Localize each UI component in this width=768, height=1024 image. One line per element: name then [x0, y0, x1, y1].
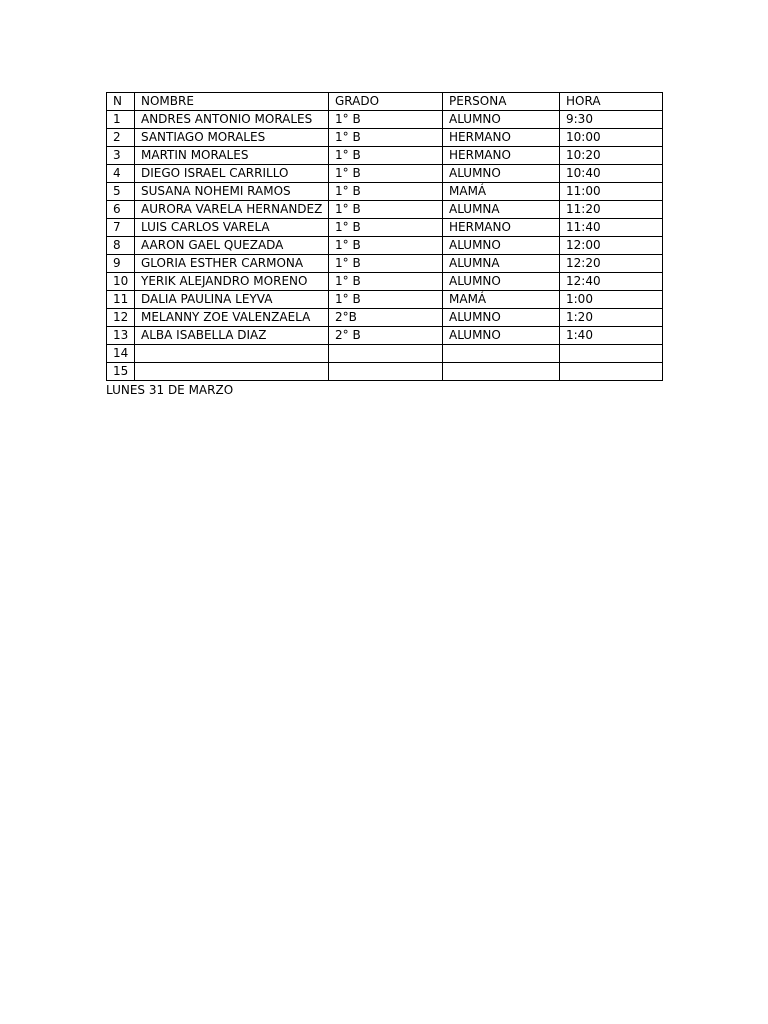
cell-persona: ALUMNO	[443, 273, 560, 291]
cell-grado: 1° B	[329, 147, 443, 165]
header-row	[107, 93, 663, 111]
cell-n: 13	[107, 327, 135, 345]
cell-persona: ALUMNO	[443, 309, 560, 327]
header-cell-nombre: NOMBRE	[135, 93, 329, 111]
cell-hora: 10:40	[560, 165, 663, 183]
cell-grado: 1° B	[329, 237, 443, 255]
cell-n: 8	[107, 237, 135, 255]
date-note: LUNES 31 DE MARZO	[106, 383, 234, 397]
cell-persona: ALUMNA	[443, 255, 560, 273]
cell-persona: ALUMNA	[443, 201, 560, 219]
cell-n: 10	[107, 273, 135, 291]
cell-nombre	[135, 345, 329, 363]
table-row	[107, 111, 663, 129]
cell-hora	[560, 363, 663, 381]
cell-hora: 11:00	[560, 183, 663, 201]
cell-persona: MAMÁ	[443, 291, 560, 309]
cell-n: 9	[107, 255, 135, 273]
table-row	[107, 363, 663, 381]
cell-grado: 1° B	[329, 111, 443, 129]
cell-nombre: MELANNY ZOE VALENZAELA	[135, 309, 329, 327]
schedule-table-body	[107, 93, 663, 381]
cell-n: 11	[107, 291, 135, 309]
cell-n: 3	[107, 147, 135, 165]
cell-persona: HERMANO	[443, 219, 560, 237]
table-row	[107, 147, 663, 165]
cell-n: 7	[107, 219, 135, 237]
table-row	[107, 183, 663, 201]
cell-hora: 1:40	[560, 327, 663, 345]
table-row	[107, 255, 663, 273]
cell-hora: 12:00	[560, 237, 663, 255]
cell-persona: ALUMNO	[443, 327, 560, 345]
cell-persona	[443, 363, 560, 381]
cell-nombre: DALIA PAULINA LEYVA	[135, 291, 329, 309]
cell-n: 4	[107, 165, 135, 183]
cell-nombre	[135, 363, 329, 381]
cell-n: 12	[107, 309, 135, 327]
table-row	[107, 309, 663, 327]
schedule-table	[106, 92, 663, 381]
cell-grado: 1° B	[329, 165, 443, 183]
cell-n: 6	[107, 201, 135, 219]
cell-nombre: AURORA VARELA HERNANDEZ	[135, 201, 329, 219]
table-row	[107, 129, 663, 147]
cell-grado	[329, 363, 443, 381]
cell-grado: 2°B	[329, 309, 443, 327]
cell-grado: 2° B	[329, 327, 443, 345]
cell-nombre: YERIK ALEJANDRO MORENO	[135, 273, 329, 291]
table-row	[107, 345, 663, 363]
table-row	[107, 201, 663, 219]
cell-grado	[329, 345, 443, 363]
cell-persona: ALUMNO	[443, 165, 560, 183]
cell-grado: 1° B	[329, 273, 443, 291]
table-row	[107, 237, 663, 255]
cell-nombre: GLORIA ESTHER CARMONA	[135, 255, 329, 273]
header-cell-grado: GRADO	[329, 93, 443, 111]
cell-grado: 1° B	[329, 201, 443, 219]
cell-persona: ALUMNO	[443, 237, 560, 255]
cell-n: 2	[107, 129, 135, 147]
cell-nombre: SANTIAGO MORALES	[135, 129, 329, 147]
cell-persona: HERMANO	[443, 129, 560, 147]
cell-nombre: ALBA ISABELLA DIAZ	[135, 327, 329, 345]
cell-nombre: ANDRES ANTONIO MORALES	[135, 111, 329, 129]
cell-hora: 12:20	[560, 255, 663, 273]
table-row	[107, 291, 663, 309]
cell-persona: MAMÁ	[443, 183, 560, 201]
table-row	[107, 327, 663, 345]
table-row	[107, 165, 663, 183]
cell-grado: 1° B	[329, 255, 443, 273]
cell-grado: 1° B	[329, 219, 443, 237]
header-cell-persona: PERSONA	[443, 93, 560, 111]
cell-nombre: LUIS CARLOS VARELA	[135, 219, 329, 237]
cell-hora: 11:20	[560, 201, 663, 219]
cell-hora: 1:20	[560, 309, 663, 327]
cell-n: 14	[107, 345, 135, 363]
cell-nombre: SUSANA NOHEMI RAMOS	[135, 183, 329, 201]
cell-hora	[560, 345, 663, 363]
cell-persona	[443, 345, 560, 363]
cell-n: 15	[107, 363, 135, 381]
cell-persona: HERMANO	[443, 147, 560, 165]
cell-grado: 1° B	[329, 129, 443, 147]
table-row	[107, 219, 663, 237]
cell-n: 5	[107, 183, 135, 201]
cell-hora: 10:20	[560, 147, 663, 165]
cell-nombre: MARTIN MORALES	[135, 147, 329, 165]
cell-nombre: AARON GAEL QUEZADA	[135, 237, 329, 255]
table-row	[107, 273, 663, 291]
header-cell-n: N	[107, 93, 135, 111]
cell-grado: 1° B	[329, 183, 443, 201]
cell-nombre: DIEGO ISRAEL CARRILLO	[135, 165, 329, 183]
cell-n: 1	[107, 111, 135, 129]
header-cell-hora: HORA	[560, 93, 663, 111]
cell-hora: 1:00	[560, 291, 663, 309]
cell-hora: 9:30	[560, 111, 663, 129]
cell-persona: ALUMNO	[443, 111, 560, 129]
cell-hora: 12:40	[560, 273, 663, 291]
cell-hora: 10:00	[560, 129, 663, 147]
cell-hora: 11:40	[560, 219, 663, 237]
cell-grado: 1° B	[329, 291, 443, 309]
